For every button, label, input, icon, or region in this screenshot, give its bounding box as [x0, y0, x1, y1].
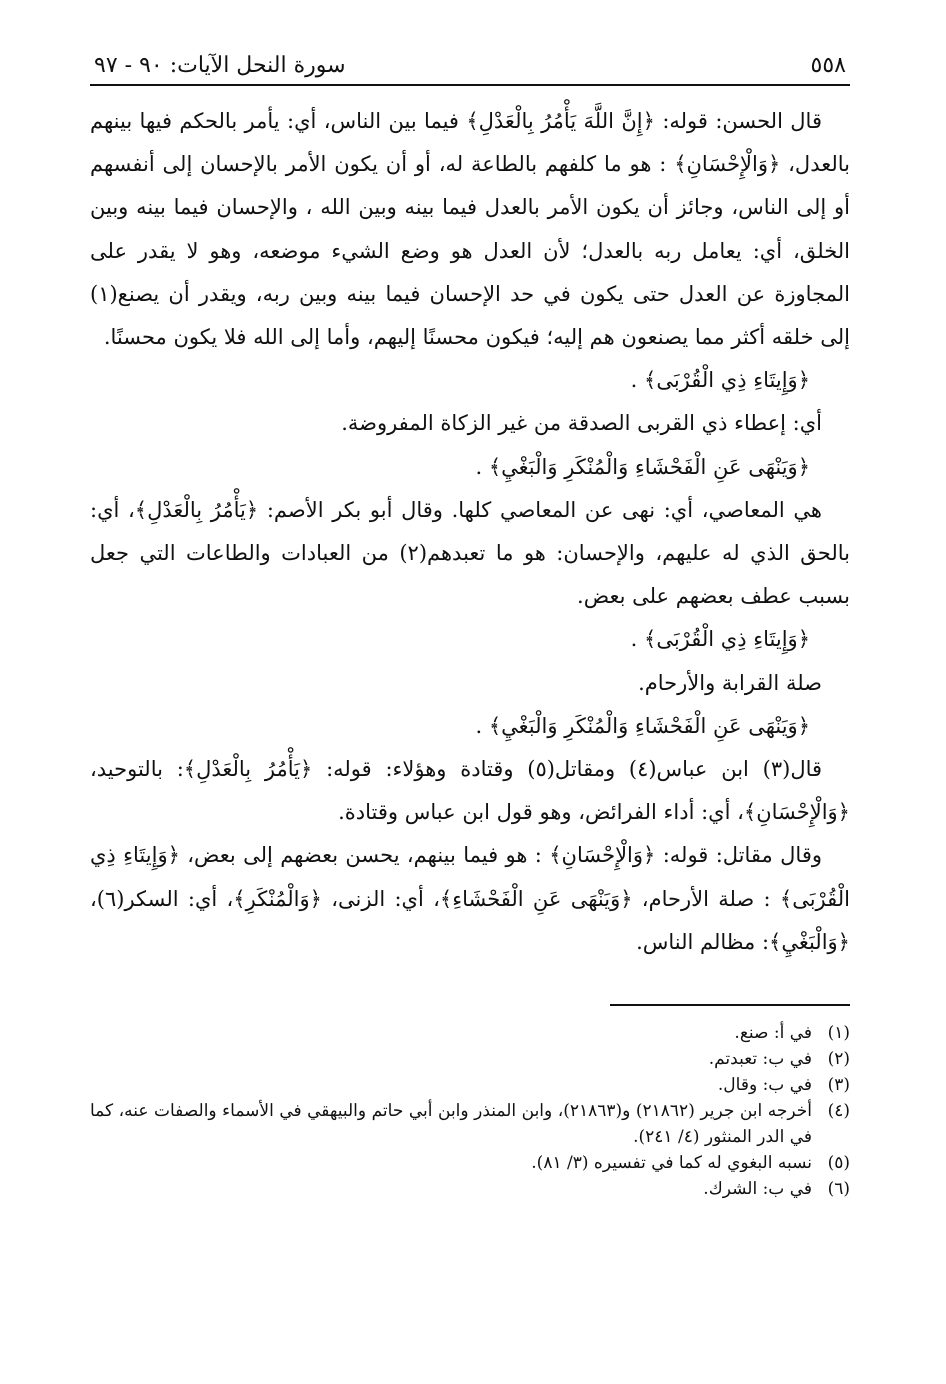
footnote	[90, 1020, 850, 1046]
footnote-text: في ب: وقال.	[717, 1075, 812, 1096]
footnote	[90, 1046, 850, 1072]
footnote-divider	[610, 1004, 850, 1006]
footnote-number: (٦)	[827, 1179, 850, 1200]
footnote-number: (٣)	[827, 1075, 850, 1096]
footnote-number: (٤)	[827, 1101, 850, 1122]
paragraph: وقال مقاتل: قوله: ﴿وَالْإِحْسَانِ﴾ : هو فيما بينهم، يحسن بعضهم إلى بعض، ﴿وَإِيتَاءِ ذِي الْقُرْبَى﴾ : صلة الأرحام، ﴿وَيَنْهَى عَنِ الْفَحْشَاءِ﴾، أي: الزنى، ﴿وَالْمُنْكَرِ﴾، أي: السكر(٦)، ﴿وَالْبَغْيِ﴾: مظالم الناس.	[90, 843, 850, 954]
paragraph: قال(٣) ابن عباس(٤) ومقاتل(٥) وقتادة وهؤلاء: قوله: ﴿يَأْمُرُ بِالْعَدْلِ﴾: بالتوحيد، ﴿وَالْإِحْسَانِ﴾، أي: أداء الفرائض، وهو قول ابن عباس وقتادة.	[90, 757, 850, 825]
footnote-text: في ب: الشرك.	[703, 1179, 812, 1200]
paragraph: قال الحسن: قوله: ﴿إِنَّ اللَّهَ يَأْمُرُ بِالْعَدْلِ﴾ فيما بين الناس، أي: يأمر بالحكم فيها بينهم بالعدل، ﴿وَالْإِحْسَانِ﴾ : هو ما كلفهم بالطاعة له، أو أن يكون الأمر بالإحسان إلى أنفسهم أو إلى الناس، وجائز أن يكون الأمر بالعدل فيما بينه وبين الله ، والإحسان فيما بينه وبين الخلق، أي: يعامل ربه بالعدل؛ لأن العدل هو وضع الشيء موضعه، وهو لا يقدر على المجاوزة عن العدل حتى يكون في حد الإحسان فيما بينه وبين ربه، ويقدر أن يصنع(١) إلى خلقه أكثر مما يصنعون هم إليه؛ فيكون محسنًا إليهم، وأما إلى الله فلا يكون محسنًا.	[90, 109, 851, 350]
paragraph: صلة القرابة والأرحام.	[638, 670, 822, 695]
footnote	[90, 1150, 850, 1176]
page-header	[90, 40, 850, 86]
footnote-text: في أ: صنع.	[734, 1023, 812, 1044]
footnote-number: (٥)	[827, 1153, 850, 1174]
footnote-text: في ب: تعبدتم.	[708, 1049, 812, 1070]
footnote-text: أخرجه ابن جرير (٢١٨٦٢) و(٢١٨٦٣)، وابن المنذر وابن أبي حاتم والبيهقي في الأسماء والصفات عنه، كما في الدر المنثور (٤/ ٢٤١).	[90, 1101, 812, 1148]
verse-line: ﴿وَيَنْهَى عَنِ الْفَحْشَاءِ وَالْمُنْكَرِ وَالْبَغْيِ﴾ .	[475, 454, 810, 479]
footnote-text: نسبه البغوي له كما في تفسيره (٣/ ٨١).	[531, 1153, 812, 1174]
footnote-number: (٢)	[827, 1049, 850, 1070]
footnote	[90, 1072, 850, 1098]
footnote-number: (١)	[827, 1023, 850, 1044]
verse-line: ﴿وَيَنْهَى عَنِ الْفَحْشَاءِ وَالْمُنْكَرِ وَالْبَغْيِ﴾ .	[475, 713, 810, 738]
page-number: ٥٥٨	[810, 53, 846, 78]
footnote	[90, 1176, 850, 1202]
paragraph: أي: إعطاء ذي القربى الصدقة من غير الزكاة المفروضة.	[341, 411, 822, 436]
paragraph: هي المعاصي، أي: نهى عن المعاصي كلها. وقال أبو بكر الأصم: ﴿يَأْمُرُ بِالْعَدْلِ﴾، أي: بالحق الذي له عليهم، والإحسان: هو ما تعبدهم(٢) من العبادات والطاعات التي جعل بسبب عطف بعضهم على بعض.	[90, 497, 850, 609]
verse-line: ﴿وَإِيتَاءِ ذِي الْقُرْبَى﴾ .	[630, 368, 810, 393]
running-title: سورة النحل الآيات: ٩٠ - ٩٧	[94, 53, 346, 78]
verse-line: ﴿وَإِيتَاءِ ذِي الْقُرْبَى﴾ .	[630, 627, 810, 652]
book-page	[90, 40, 850, 1360]
footnote	[90, 1098, 850, 1150]
footnotes	[90, 1020, 850, 1202]
main-text	[90, 100, 850, 964]
